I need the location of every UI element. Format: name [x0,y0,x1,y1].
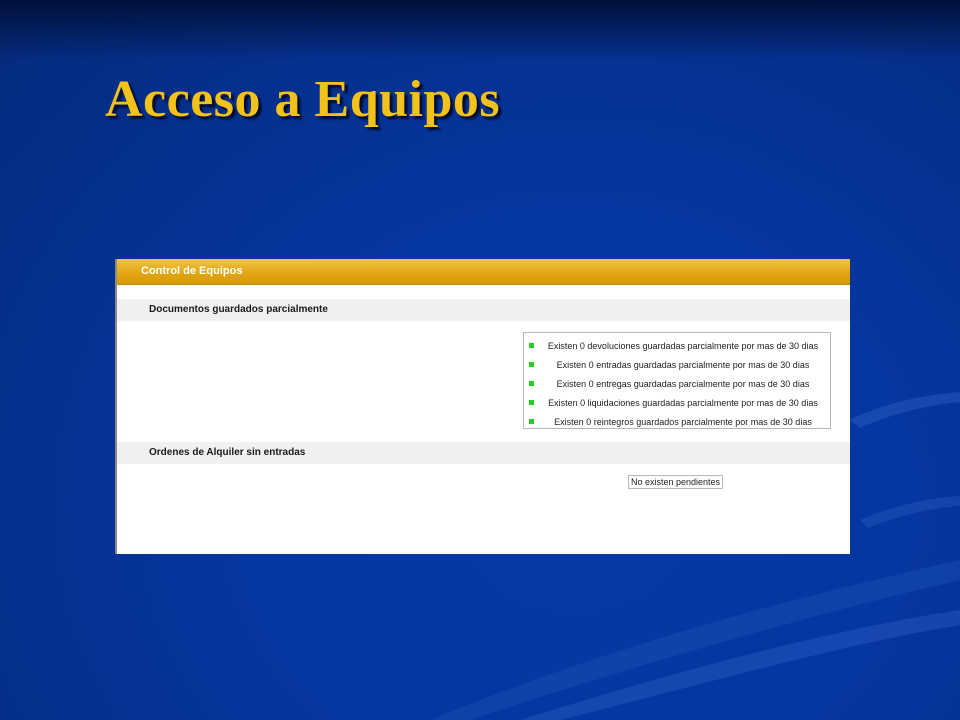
list-item [524,336,830,355]
green-square-bullet-icon [529,343,534,348]
section-header-ordenes: Ordenes de Alquiler sin entradas [117,442,850,464]
control-equipos-panel [115,259,850,554]
green-square-bullet-icon [529,362,534,367]
slide-title: Acceso a Equipos [105,71,501,128]
panel-header: Control de Equipos [117,259,850,285]
message-entradas: Existen 0 entradas guardadas parcialmente por mas de 30 dias [556,359,810,370]
message-liquidaciones: Existen 0 liquidaciones guardadas parcialmente por mas de 30 dias [548,397,818,408]
green-square-bullet-icon [529,381,534,386]
green-square-bullet-icon [529,400,534,405]
list-item [524,393,830,412]
section-header-documentos: Documentos guardados parcialmente [117,299,850,321]
list-item [524,374,830,393]
list-item [524,355,830,374]
message-devoluciones: Existen 0 devoluciones guardadas parcialmente por mas de 30 dias [547,340,819,351]
list-item [524,412,830,431]
pending-documents-list [523,332,831,429]
message-entregas: Existen 0 entregas guardadas parcialmente por mas de 30 dias [556,378,810,389]
green-square-bullet-icon [529,419,534,424]
message-reintegros: Existen 0 reintegros guardados parcialmente por mas de 30 dias [554,416,812,427]
no-pending-message: No existen pendientes [628,475,723,489]
